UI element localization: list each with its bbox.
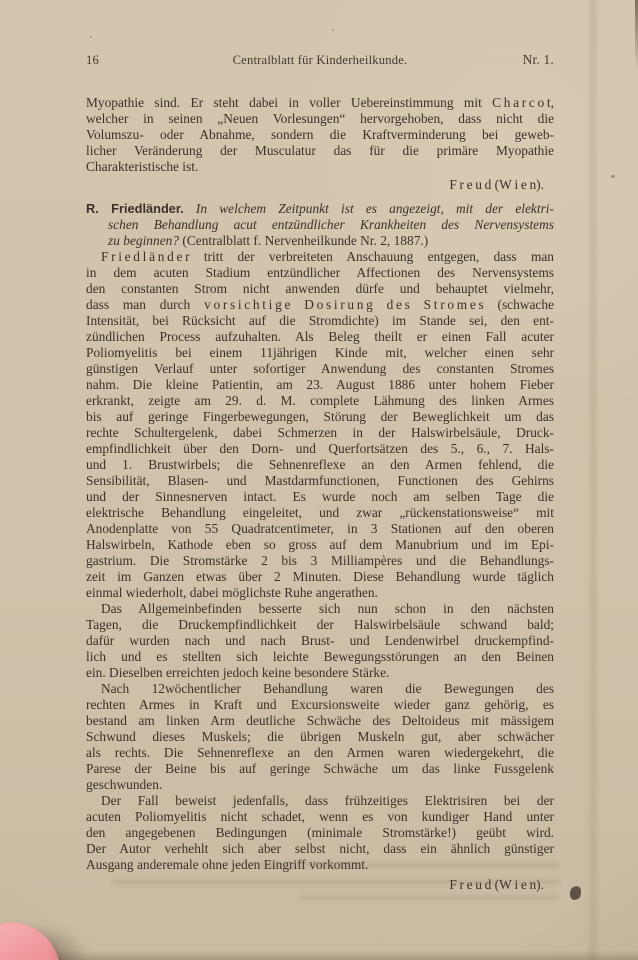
body-line: dafür wurden nach und nach Brust- und Lendenwirbel druckempfind- bbox=[86, 633, 554, 648]
body-line: zeit im Ganzen etwas über 2 Minuten. Diese Behandlung wurde täglich bbox=[86, 569, 554, 584]
body-line: rechten Armes in Kraft und Excursionsweite wieder ganz gehörig, es bbox=[86, 697, 554, 712]
body-line: Das Allgemeinbefinden besserte sich nun schon in den nächsten bbox=[101, 601, 554, 616]
paper-speck bbox=[525, 742, 527, 744]
body-line: gastrium. Die Stromstärke 2 bis 3 Milliampères und die Behandlungs- bbox=[86, 553, 554, 568]
showthrough-ghost-text bbox=[300, 895, 558, 900]
body-line: Schwund dieses Muskels; die übrigen Muskeln gut, aber schwächer bbox=[86, 729, 554, 744]
body-line: bestand am linken Arm deutliche Schwäche des Deltoideus mit mässigem bbox=[86, 713, 554, 728]
body-line: geschwunden. bbox=[86, 777, 163, 792]
body-line: empfindlichkeit über den Dorn- und Querfortsätzen des 5., 6., 7. Hals- bbox=[86, 441, 554, 456]
body-line: Anodenplatte von 55 Quadratcentimeter, in 3 Stationen auf den oberen bbox=[86, 521, 554, 536]
body-line: günstigen Verlauf unter sofortiger Anwendung des constanten Stromes bbox=[86, 361, 554, 376]
body-line: Nach 12wöchentlicher Behandlung waren die Bewegungen des bbox=[101, 681, 554, 696]
review-paragraph bbox=[86, 601, 554, 681]
body-line: und der Sinnesnerven intact. Es wurde noch am selben Tage die bbox=[86, 489, 554, 504]
body-line: Poliomyelitis bei einem 11jährigen Kinde mit, welcher einen sehr bbox=[86, 345, 554, 360]
text-column bbox=[86, 52, 554, 893]
author-signature: F r e u d (W i e n). bbox=[449, 177, 544, 192]
body-line: rechte Schultergelenk, dabei Schmerzen in der Halswirbelsäule, Druck- bbox=[86, 425, 554, 440]
body-line: lich und es stellten sich leichte Bewegungsstörungen an den Beinen bbox=[86, 649, 554, 664]
body-line: zündlichen Process aufzuhalten. Als Beleg theilt er einen Fall acuter bbox=[86, 329, 554, 344]
review-heading bbox=[86, 201, 554, 249]
body-line: licher Veränderung der Musculatur das für die primäre Myopathie bbox=[86, 143, 554, 158]
body-line: den angegebenen Bedingungen (minimale Stromstärke!) geübt wird. bbox=[86, 825, 554, 840]
paper-speck bbox=[90, 36, 92, 38]
paper-speck bbox=[332, 29, 334, 31]
review-heading-line3 bbox=[86, 233, 554, 249]
body-line: Halswirbeln, Kathode eben so gross auf dem Manubrium und im Epi- bbox=[86, 537, 554, 552]
page-bottom-shadow bbox=[0, 950, 638, 960]
body-line: Myopathie sind. Er steht dabei in voller Uebereinstimmung mit C h a r c o t, bbox=[86, 95, 554, 110]
review-title-line2: schen Behandlung acut entzündlicher Krankheiten des Nervensystems bbox=[108, 217, 554, 232]
showthrough-ghost-text bbox=[260, 862, 560, 868]
body-line: F r i e d l ä n d e r tritt der verbreiteten Anschauung entgegen, dass man bbox=[101, 249, 554, 264]
showthrough-ghost-text bbox=[112, 879, 560, 885]
body-line: und 1. Brustwirbels; die Sehnenreflexe an den Armen fehlend, die bbox=[86, 457, 554, 472]
article-continuation bbox=[86, 95, 554, 175]
issue-number: Nr. 1. bbox=[522, 52, 554, 67]
body-line: Volumszu- oder Abnahme, sondern die Kraftverminderung bei geweb- bbox=[86, 127, 554, 142]
body-line: in dem acuten Stadium entzündlicher Affectionen des Nervensystems bbox=[86, 265, 554, 280]
review-title-line1: In welchem Zeitpunkt ist es angezeigt, mit der elektri- bbox=[195, 201, 554, 216]
body-line: als rechts. Die Sehnenreflexe an den Armen waren wiedergekehrt, die bbox=[86, 745, 554, 760]
body-line: Intensität, bei Rücksicht auf die Stromdichte) im Stande sei, den ent- bbox=[86, 313, 554, 328]
page-crease bbox=[586, 0, 600, 960]
review-citation: (Centralblatt f. Nervenheilkunde Nr. 2, 1887.) bbox=[182, 233, 429, 248]
body-line: dass man durch v o r s i c h t i g e D o s i r u n g d e s S t r o m e s (schwache bbox=[86, 297, 554, 312]
body-line: Parese der Beine bis auf geringe Schwäche um das linke Fussgelenk bbox=[86, 761, 554, 776]
body-line: erkrankt, zeigte am 29. d. M. complete Lähmung des linken Armes bbox=[86, 393, 554, 408]
body-line: welcher in seinen „Neuen Vorlesungen“ hervorgehoben, dass nicht die bbox=[86, 111, 554, 126]
review-paragraph bbox=[86, 249, 554, 601]
review-title-line3: zu beginnen? bbox=[108, 233, 180, 248]
body-line: Ausgang anderemale ohne jeden Eingriff vorkommt. bbox=[86, 857, 369, 872]
review-heading-line1 bbox=[86, 201, 554, 217]
page-header bbox=[86, 52, 554, 68]
body-line: einmal wiederholt, dabei möglichste Ruhe angerathen. bbox=[86, 585, 378, 600]
body-line: Sensibilität, Blasen- und Mastdarmfunctionen, Functionen des Gehirns bbox=[86, 473, 554, 488]
body-line: den constanten Strom nicht anwenden dürfe und behauptet vielmehr, bbox=[86, 281, 554, 296]
paper-speck bbox=[611, 175, 615, 178]
review-paragraph bbox=[86, 793, 554, 873]
author-signature: F r e u d (W i e n). bbox=[449, 877, 544, 892]
body-line: Der Fall beweist jedenfalls, dass frühzeitiges Elektrisiren bei der bbox=[101, 793, 554, 808]
reviewer-name: R. Friedländer. bbox=[86, 201, 184, 216]
body-line: acuten Poliomyelitis nicht schadet, wenn es von kundiger Hand unter bbox=[86, 809, 554, 824]
body-line: nahm. Die kleine Patientin, am 23. August 1886 unter hohem Fieber bbox=[86, 377, 554, 392]
body-line: Der Autor verhehlt sich aber selbst nicht, dass ein ähnlich günstiger bbox=[86, 841, 554, 856]
body-line: bis auf geringe Fingerbewegungen, Störung der Beweglichkeit um das bbox=[86, 409, 554, 424]
review-paragraph bbox=[86, 681, 554, 793]
journal-title: Centralblatt für Kinderheilkunde. bbox=[232, 53, 408, 67]
ink-blot bbox=[568, 885, 582, 901]
body-line: ein. Dieselben erreichten jedoch keine besondere Stärke. bbox=[86, 665, 390, 680]
page-number: 16 bbox=[86, 53, 99, 67]
body-line: Tagen, die Druckempfindlichkeit der Halswirbelsäule schwand bald; bbox=[86, 617, 554, 632]
body-line: Charakteristische ist. bbox=[86, 159, 199, 174]
body-line: elektrische Behandlung eingeleitet, und zwar „rückenstationsweise“ mit bbox=[86, 505, 554, 520]
